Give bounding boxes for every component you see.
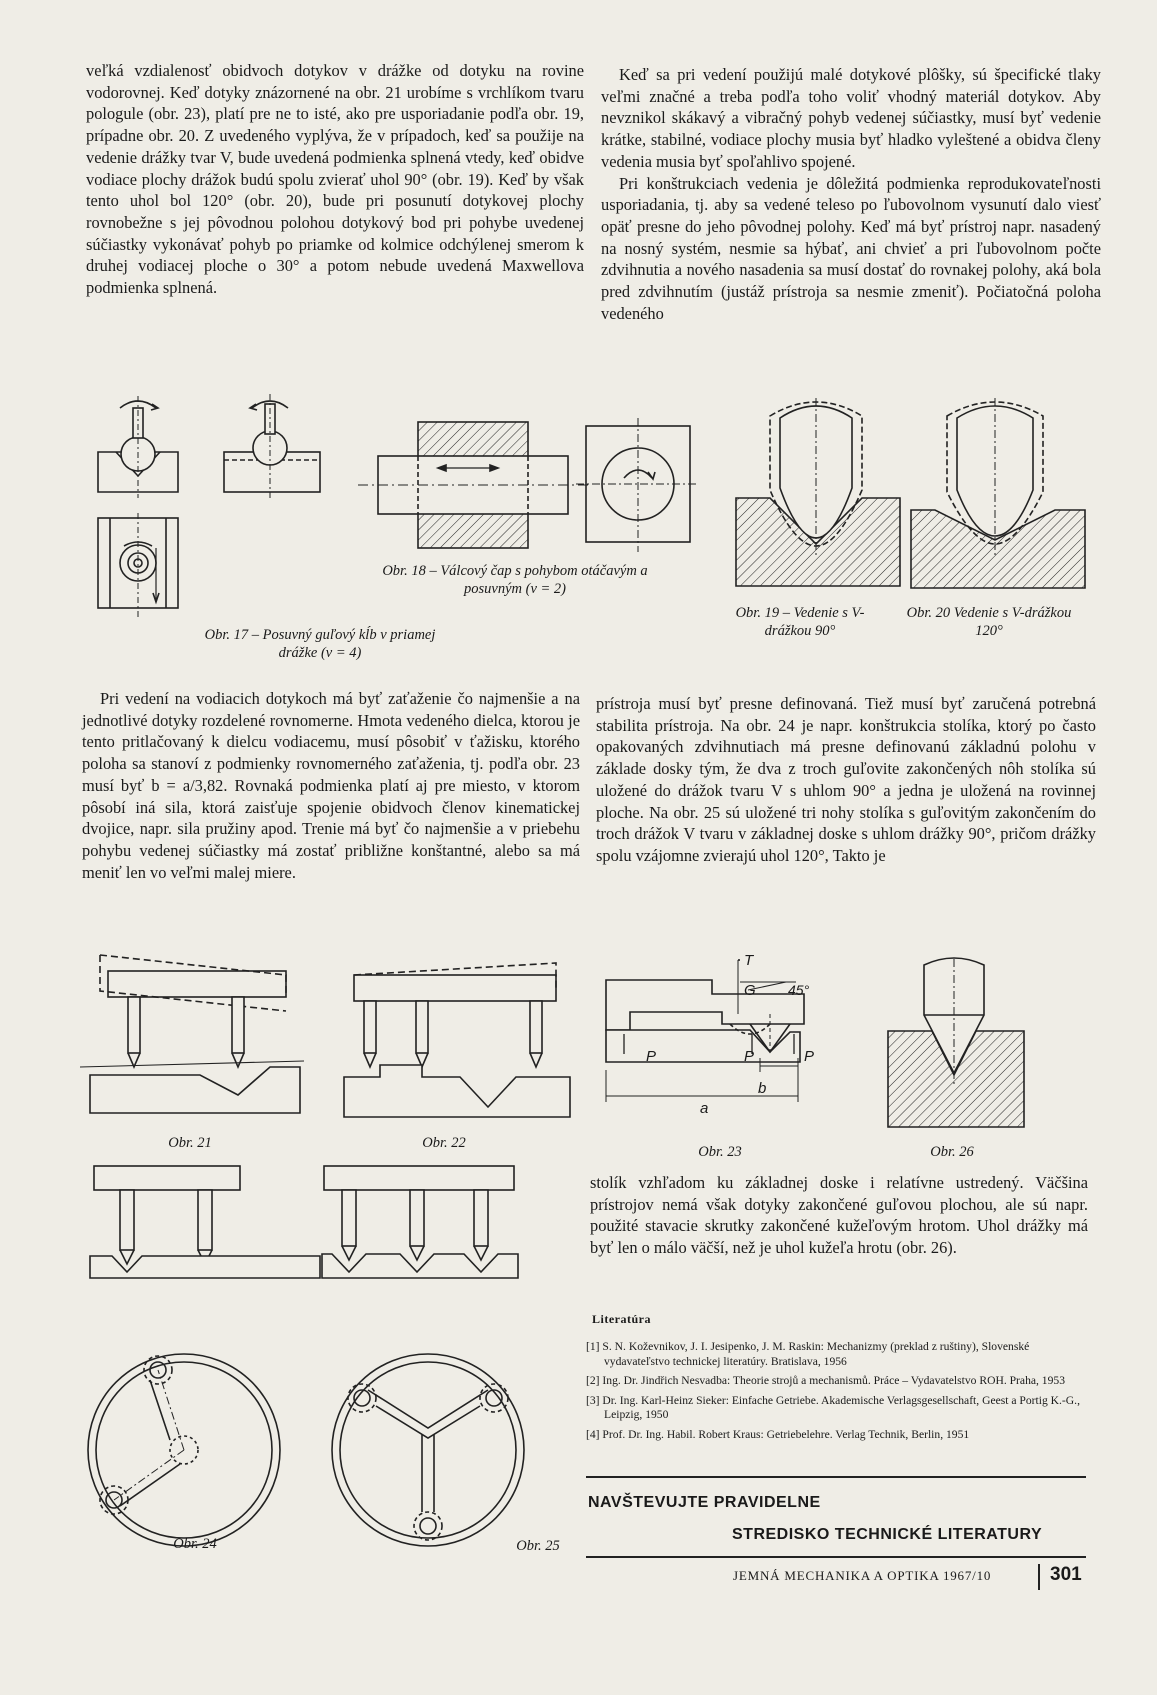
paragraph: prístroja musí byť presne definovaná. Tiež musí byť zaručená potrebná stabilita prístroja. Na obr. 24 je napr. konštrukcia stolíka, ktorý po často opakovaných zdvihnutiach má presne definovanú základnú polohu v základe dosky tým, že dva z troch guľovite zakončených nôh stolíka sú uložené do drážok tvaru V s uhlom 90° a jedna je uložená na rovinnej ploche. Na obr. 25 sú uložené tri nohy stolíka s guľovitým zakončením do troch drážok V tvaru v základnej doske s uhlom drážky 90°, pričom drážky spolu vzájomne zvierajú uhol 120°, Takto je: [596, 694, 1096, 865]
advert-bottom-rule: [586, 1556, 1086, 1558]
figure-24-caption: Obr. 24: [173, 1536, 217, 1552]
figure-22-caption: Obr. 22: [422, 1135, 466, 1151]
column-2-top-text: [601, 64, 1101, 324]
paragraph: stolík vzhľadom ku základnej doske i relatívne ustredený. Väčšina prístrojov nemá však dotyky zakončené guľovou plochou, ale sú napr. použité stavacie skrutky zakončené kužeľovým hrotom. Uhol drážky má byť len o málo väčší, než je uhol kužeľa hrotu (obr. 26).: [590, 1173, 1088, 1258]
figure-21-drawing: [80, 945, 310, 1130]
figure-23-label-angle: 45°: [788, 982, 810, 998]
paragraph: Pri konštrukciach vedenia je dôležitá podmienka reprodukovateľnosti usporiadania, tj. aby sa vedené teleso po ľubovolnom vysunutí dalo viesť opäť presne do jeho pôvodnej polohy. Keď má byť prístroj napr. nasadený na nosný systém, nesmie sa hýbať, ani chvieť a pri ľubovolnom počte zdvihnutia a nového nasadenia sa musí dostať do rovnakej polohy, aká bola pred zdvihnutím (justáž prístroja sa nesmie zmeniť). Počiatočná poloha vedeného: [601, 173, 1101, 323]
column-2-lower-text: [590, 1172, 1088, 1259]
literature-item: [2] Ing. Dr. Jindřich Nesvadba: Theorie strojů a mechanismů. Práce – Vydavatelstvo ROH. Praha, 1953: [586, 1374, 1065, 1387]
figure-23-label-t: T: [744, 952, 754, 969]
figure-18-cylindrical-pin-drawing: [348, 412, 698, 572]
figure-17-caption: Obr. 17 – Posuvný guľový kĺb v priamej drážke (v = 4): [204, 627, 436, 661]
figure-24-drawing: [80, 1160, 320, 1550]
figure-23-label-a: a: [700, 1100, 709, 1117]
figure-26-caption: Obr. 26: [930, 1144, 974, 1160]
figure-22-drawing: [340, 945, 580, 1130]
literature-item: [3] Dr. Ing. Karl-Heinz Sieker: Einfache Getriebe. Akademische Verlagsgesellschaft, Geest a Portig K.-G., Leipzig, 1950: [586, 1393, 1080, 1421]
paragraph: veľká vzdialenosť obidvoch dotykov v drážke od dotyku na rovine vodorovnej. Keď dotyky znázornené na obr. 21 urobíme s vrchlíkom tvaru pologule (obr. 23), platí pre ne to isté, ako pre usporiadanie podľa obr. 19, prípadne obr. 20. Z uvedeného vyplýva, že v prípadoch, keď sa použije na vedenie drážky tvar V, bude uvedená podmienka splnená vtedy, keď obidve vodiace plochy drážok budú spolu zvierať uhol 90° (obr. 19). Keď by však tento uhol bol 120° (obr. 20), bude pri posunutí dotykovej plochy rovnobežne s jej pôvodnou polohou dotykový bod pri pohybe uvedenej súčiastky vykonávať pohyb po priamke od kolmice odchýlenej smerom k druhej vodiacej ploche o 30° a potom nebude uvedená Maxwellova podmienka splnená.: [86, 61, 584, 298]
footer-separator: [1038, 1564, 1040, 1590]
column-1-middle-text: [82, 688, 580, 883]
paragraph: Pri vedení na vodiacich dotykoch má byť zaťaženie čo najmenšie a na jednotlivé dotyky rozdelené rovnomerne. Hmota vedeného dielca, ktorou je tento pritlačovaný k dielcu vodiacemu, musí pôsobiť v ťažisku, ktorého poloha sa stanoví z podmienky rovnomerného zaťaženia, tj. podľa obr. 23 musí byť b = a/3,82. Rovnaká podmienka platí aj pre miesto, v ktorom pôsobí iná sila, ktorá zaisťuje spojenie obidvoch členov kinematickej dvojice, napr. sila pružiny apod. Trenie má byť čo najmenšie a v priebehu pohybu vedenej súčiastky má zostať približne konštantné, alebo sa má meniť len vo veľmi malej miere.: [82, 689, 580, 882]
advert-line-2: STREDISKO TECHNICKÉ LITERATURY: [732, 1526, 1043, 1543]
journal-footer: JEMNÁ MECHANIKA A OPTIKA 1967/10: [733, 1568, 992, 1583]
figure-23-label-b: b: [758, 1080, 767, 1097]
figure-19-v-groove-90: [730, 398, 910, 598]
figure-23-caption: Obr. 23: [698, 1144, 742, 1160]
figure-25-caption: Obr. 25: [516, 1538, 560, 1554]
column-2-middle-text: [596, 693, 1096, 867]
figure-19-caption: Obr. 19 – Vedenie s V-drážkou 90°: [735, 605, 865, 639]
figure-20-v-groove-120: [905, 398, 1095, 598]
figure-23-label-p: P: [744, 1048, 755, 1065]
page-number: 301: [1050, 1564, 1082, 1585]
figure-25-drawing: [318, 1160, 568, 1550]
paragraph: Keď sa pri vedení použijú malé dotykové plôšky, sú špecifické tlaky veľmi značné a treba podľa toho voliť vhodný materiál dotykov. Aby nevznikol skákavý a vibračný pohyb vedenej súčiastky, musí byť vedenie krátke, stabilné, vodiace plochy musia byť hladko vyleštené a obidva členy vedenia musia byť spoľahlivo spojené.: [601, 65, 1101, 171]
figure-23-drawing: [600, 954, 862, 1136]
figure-21-caption: Obr. 21: [168, 1135, 212, 1151]
literature-heading: Literatúra: [592, 1312, 651, 1326]
figure-23-label-p: P: [646, 1048, 657, 1065]
figure-17-second-view: [218, 388, 338, 498]
figure-18-caption: Obr. 18 – Válcový čap s pohybom otáčavým a posuvným (v = 2): [382, 563, 648, 597]
figure-26-drawing: [882, 955, 1052, 1145]
figure-20-caption: Obr. 20 Vedenie s V-drážkou 120°: [906, 605, 1072, 639]
column-1-top-text: [86, 60, 584, 299]
figure-17-ball-joint-drawing: [80, 388, 210, 658]
literature-item: [1] S. N. Koževnikov, J. I. Jesipenko, J. M. Raskin: Mechanizmy (preklad z ruštiny), Slovenské vydavateľstvo technickej literatúry. Bratislava, 1956: [586, 1340, 1030, 1368]
literature-item: [4] Prof. Dr. Ing. Habil. Robert Kraus: Getriebelehre. Verlag Technik, Berlin, 1951: [586, 1427, 970, 1441]
figure-23-label-g: G: [744, 982, 756, 999]
advert-top-rule: [586, 1476, 1086, 1478]
advert-line-1: NAVŠTEVUJTE PRAVIDELNE: [588, 1494, 821, 1511]
figure-23-label-p: P: [804, 1048, 815, 1065]
literature-list: [586, 1340, 1086, 1447]
